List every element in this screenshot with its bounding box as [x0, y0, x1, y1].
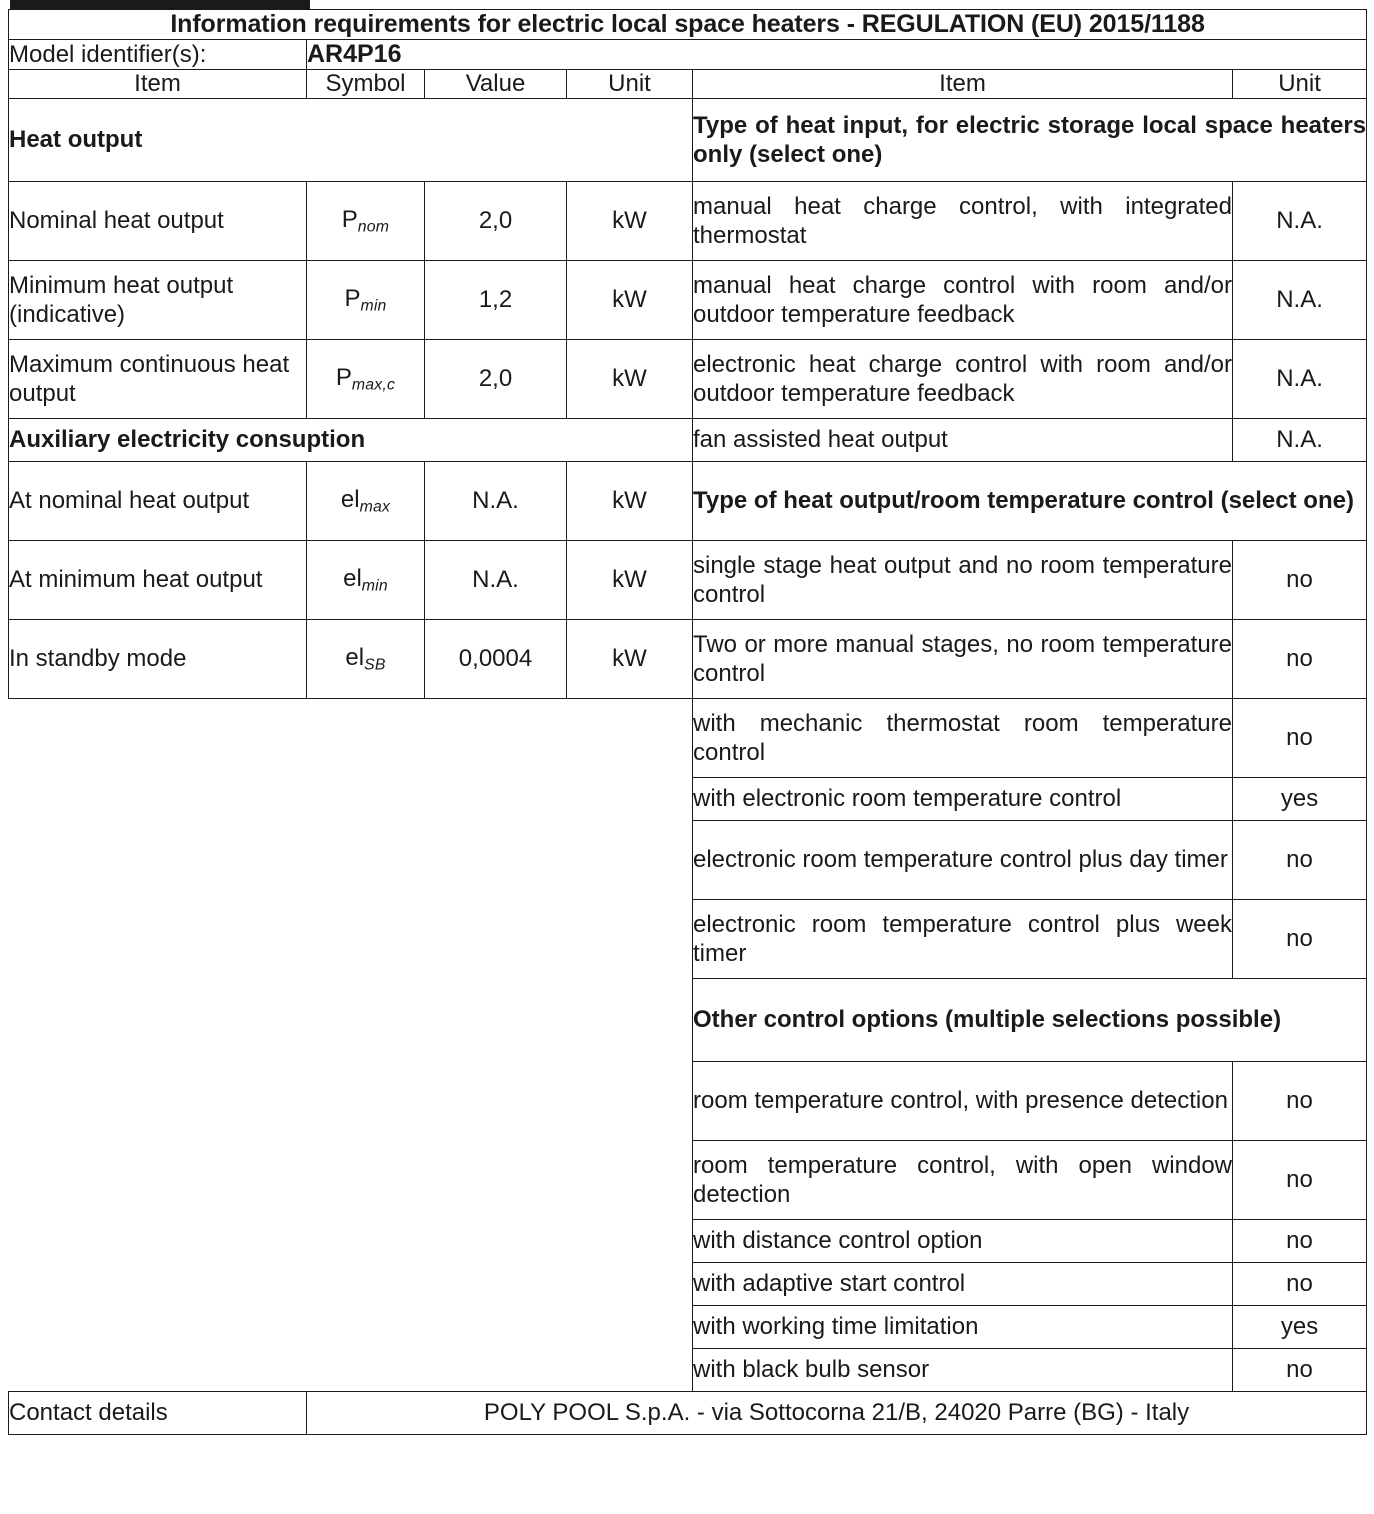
right-item-label: manual heat charge control with room and/or outdoor temperature feedback [693, 261, 1233, 340]
symbol-subscript: SB [364, 656, 386, 674]
header-item-right: Item [693, 70, 1233, 99]
symbol-subscript: max [359, 498, 391, 516]
left-item-value: 2,0 [425, 340, 567, 419]
right-item-label: manual heat charge control, with integrated thermostat [693, 182, 1233, 261]
left-item-symbol: $el_{SB}$ [307, 620, 425, 699]
right-item-unit: N.A. [1233, 261, 1367, 340]
header-unit-left: Unit [567, 70, 693, 99]
right-item-label: with black bulb sensor [693, 1349, 1233, 1392]
right-item-unit: no [1233, 1349, 1367, 1392]
top-black-bar [10, 0, 310, 9]
right-item-unit: no [1233, 541, 1367, 620]
left-item-label: In standby mode [9, 620, 307, 699]
left-item-unit: kW [567, 340, 693, 419]
page-title: Information requirements for electric local space heaters - REGULATION (EU) 2015/1188 [9, 10, 1367, 40]
model-row [9, 40, 1367, 70]
right-item-label: with adaptive start control [693, 1263, 1233, 1306]
left-item-symbol: $P_{min}$ [307, 261, 425, 340]
table-row [9, 699, 1367, 778]
left-blank-area [9, 699, 693, 1392]
left-item-unit: kW [567, 620, 693, 699]
model-identifier-value: AR4P16 [307, 40, 1367, 70]
symbol-subscript: min [361, 577, 388, 595]
left-item-label: Nominal heat output [9, 182, 307, 261]
header-symbol: Symbol [307, 70, 425, 99]
right-item-unit: yes [1233, 1306, 1367, 1349]
title-row [9, 10, 1367, 40]
right-item-label: fan assisted heat output [693, 419, 1233, 462]
right-item-unit: yes [1233, 778, 1367, 821]
table-row [9, 541, 1367, 620]
left-item-value: N.A. [425, 541, 567, 620]
left-item-unit: kW [567, 261, 693, 340]
left-item-value: N.A. [425, 462, 567, 541]
table-row [9, 462, 1367, 541]
contact-details-row [9, 1392, 1367, 1435]
symbol-subscript: max,c [351, 376, 396, 394]
right-item-unit: no [1233, 620, 1367, 699]
section-heading-other-control-options: Other control options (multiple selections possible) [693, 979, 1367, 1062]
section-heading-heat-input: Type of heat input, for electric storage local space heaters only (select one) [693, 99, 1367, 182]
right-item-unit: N.A. [1233, 419, 1367, 462]
section-heading-aux-electricity: Auxiliary electricity consuption [9, 419, 693, 462]
right-item-unit: no [1233, 1263, 1367, 1306]
right-item-label: room temperature control, with presence detection [693, 1062, 1233, 1141]
left-item-label: At nominal heat output [9, 462, 307, 541]
left-item-label: Maximum continuous heat output [9, 340, 307, 419]
table-row [9, 182, 1367, 261]
right-item-unit: no [1233, 699, 1367, 778]
right-item-label: electronic heat charge control with room and/or outdoor temperature feedback [693, 340, 1233, 419]
left-item-unit: kW [567, 541, 693, 620]
right-item-label: single stage heat output and no room temperature control [693, 541, 1233, 620]
right-item-unit: no [1233, 1141, 1367, 1220]
right-item-unit: N.A. [1233, 182, 1367, 261]
right-item-label: electronic room temperature control plus week timer [693, 900, 1233, 979]
symbol-subscript: min [360, 297, 387, 315]
left-item-value: 0,0004 [425, 620, 567, 699]
left-item-symbol: $el_{min}$ [307, 541, 425, 620]
right-item-label: room temperature control, with open window detection [693, 1141, 1233, 1220]
symbol-subscript: nom [357, 218, 390, 236]
left-item-symbol: $P_{max,c}$ [307, 340, 425, 419]
right-item-unit: no [1233, 821, 1367, 900]
right-item-label: with electronic room temperature control [693, 778, 1233, 821]
left-item-unit: kW [567, 182, 693, 261]
section-heading-heat-output: Heat output [9, 99, 693, 182]
table-row [9, 620, 1367, 699]
left-item-label: Minimum heat output (indicative) [9, 261, 307, 340]
left-item-label: At minimum heat output [9, 541, 307, 620]
right-item-label: with working time limitation [693, 1306, 1233, 1349]
header-item-left: Item [9, 70, 307, 99]
table-row [9, 261, 1367, 340]
left-item-value: 2,0 [425, 182, 567, 261]
left-item-symbol: $P_{nom}$ [307, 182, 425, 261]
right-item-unit: no [1233, 900, 1367, 979]
right-item-unit: no [1233, 1062, 1367, 1141]
right-item-label: Two or more manual stages, no room temperature control [693, 620, 1233, 699]
section-heading-heat-output-control: Type of heat output/room temperature control (select one) [693, 462, 1367, 541]
header-unit-right: Unit [1233, 70, 1367, 99]
row-heat-output-section [9, 99, 1367, 182]
left-item-unit: kW [567, 462, 693, 541]
column-header-row [9, 70, 1367, 99]
header-value: Value [425, 70, 567, 99]
model-identifier-label: Model identifier(s): [9, 40, 307, 70]
left-item-symbol: $el_{max}$ [307, 462, 425, 541]
right-item-label: with distance control option [693, 1220, 1233, 1263]
contact-details-value: POLY POOL S.p.A. - via Sottocorna 21/B, 24020 Parre (BG) - Italy [307, 1392, 1367, 1435]
information-requirements-table [8, 9, 1367, 1435]
row-aux-section [9, 419, 1367, 462]
table-row [9, 340, 1367, 419]
right-item-label: with mechanic thermostat room temperature control [693, 699, 1233, 778]
left-item-value: 1,2 [425, 261, 567, 340]
right-item-unit: N.A. [1233, 340, 1367, 419]
right-item-unit: no [1233, 1220, 1367, 1263]
contact-details-label: Contact details [9, 1392, 307, 1435]
right-item-label: electronic room temperature control plus day timer [693, 821, 1233, 900]
